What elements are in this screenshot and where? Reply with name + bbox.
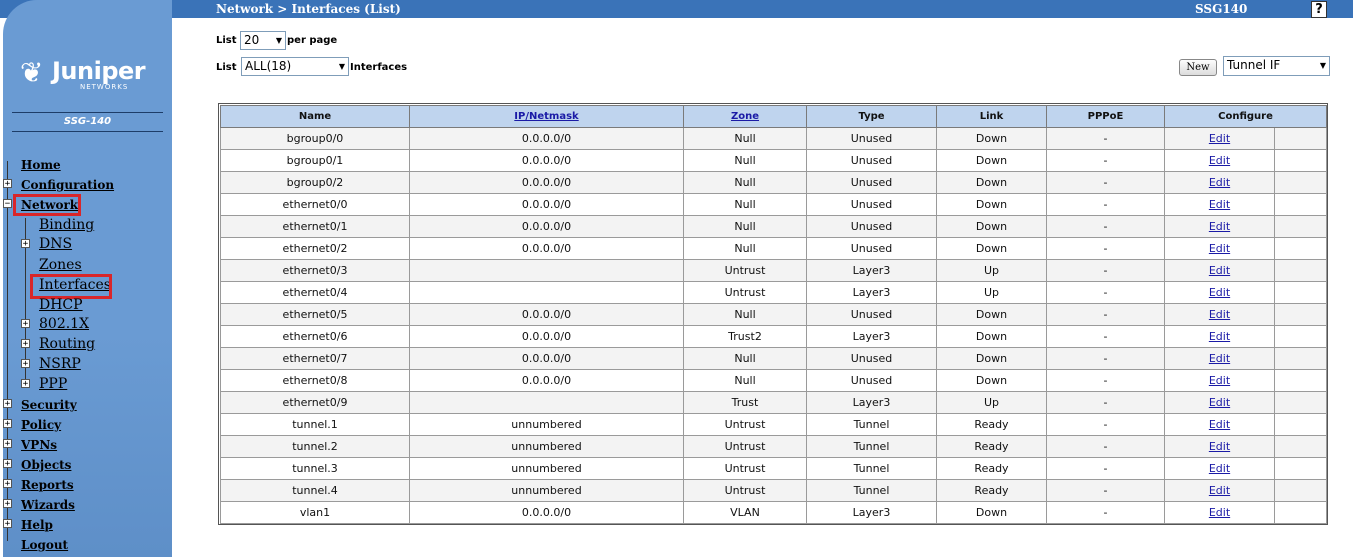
cell-type: Unused [807,348,937,370]
cell-type: Unused [807,128,937,150]
interface-filter-value: ALL(18) [245,59,292,73]
cell-pppoe: - [1047,194,1165,216]
cell-type: Tunnel [807,458,937,480]
edit-link[interactable]: Edit [1208,176,1231,189]
expand-icon[interactable]: + [22,239,29,249]
cell-spacer [1275,304,1327,326]
cell-zone: Null [684,348,807,370]
cell-name: tunnel.1 [221,414,410,436]
table-row [221,260,1327,282]
cell-type: Unused [807,304,937,326]
expand-icon[interactable]: + [22,379,29,389]
cell-type: Layer3 [807,392,937,414]
edit-link[interactable]: Edit [1208,484,1231,497]
cell-ip-netmask [410,260,684,282]
expand-icon[interactable]: + [22,319,29,329]
table-row [221,348,1327,370]
cell-zone: Null [684,194,807,216]
cell-configure [1165,304,1275,326]
nav-help[interactable]: Help [21,518,53,532]
cell-pppoe: - [1047,502,1165,524]
cell-configure [1165,128,1275,150]
cell-name: ethernet0/7 [221,348,410,370]
cell-type: Unused [807,194,937,216]
cell-ip-netmask: 0.0.0.0/0 [410,172,684,194]
cell-spacer [1275,150,1327,172]
cell-ip-netmask: unnumbered [410,458,684,480]
edit-link[interactable]: Edit [1208,132,1231,145]
col-header-pppoe: PPPoE [1047,106,1165,128]
cell-pppoe: - [1047,392,1165,414]
cell-spacer [1275,502,1327,524]
expand-icon[interactable]: + [22,359,29,369]
edit-link[interactable]: Edit [1208,396,1231,409]
interfaces-label: Interfaces [350,62,408,73]
nav-configuration[interactable]: Configuration [21,178,115,192]
cell-pppoe: - [1047,304,1165,326]
edit-link[interactable]: Edit [1208,286,1231,299]
table-row [221,194,1327,216]
table-row [221,326,1327,348]
cell-configure [1165,436,1275,458]
cell-link: Down [937,502,1047,524]
table-row [221,304,1327,326]
cell-configure [1165,458,1275,480]
nav-home[interactable]: Home [21,158,61,172]
cell-configure [1165,216,1275,238]
table-row [221,502,1327,524]
cell-type: Tunnel [807,436,937,458]
dropdown-arrow-icon: ▼ [275,36,282,45]
cell-type: Layer3 [807,282,937,304]
interfaces-highlight-box [30,274,112,299]
col-header-link: Link [937,106,1047,128]
cell-type: Unused [807,370,937,392]
edit-link[interactable]: Edit [1208,418,1231,431]
nav-ppp[interactable]: PPP [39,376,68,392]
per-page-label: per page [287,35,338,46]
cell-pppoe: - [1047,326,1165,348]
cell-configure [1165,502,1275,524]
cell-ip-netmask: 0.0.0.0/0 [410,502,684,524]
logo-text: Juniper [52,57,146,85]
cell-zone: Null [684,216,807,238]
cell-spacer [1275,326,1327,348]
table-row [221,436,1327,458]
juniper-logo [20,56,160,92]
cell-type: Unused [807,238,937,260]
edit-link[interactable]: Edit [1208,374,1231,387]
table-row [221,128,1327,150]
cell-ip-netmask: unnumbered [410,480,684,502]
cell-pppoe: - [1047,260,1165,282]
cell-type: Unused [807,150,937,172]
cell-configure [1165,260,1275,282]
table-row [221,414,1327,436]
device-name: SSG140 [1195,2,1248,16]
sidebar [0,0,172,557]
table-row [221,392,1327,414]
interface-filter-select[interactable] [241,57,349,76]
table-row [221,172,1327,194]
cell-name: ethernet0/5 [221,304,410,326]
cell-spacer [1275,282,1327,304]
header-bar [172,0,1353,18]
nav-objects[interactable]: Objects [21,458,72,472]
cell-link: Down [937,348,1047,370]
cell-name: vlan1 [221,502,410,524]
cell-configure [1165,392,1275,414]
cell-pppoe: - [1047,480,1165,502]
cell-spacer [1275,436,1327,458]
cell-spacer [1275,480,1327,502]
nav-vpns[interactable]: VPNs [21,438,58,452]
cell-pppoe: - [1047,216,1165,238]
nav-zones[interactable]: Zones [39,257,82,273]
cell-zone: Untrust [684,414,807,436]
nav-dns[interactable]: DNS [39,236,73,252]
cell-type: Unused [807,172,937,194]
cell-ip-netmask: 0.0.0.0/0 [410,370,684,392]
cell-configure [1165,326,1275,348]
expand-icon[interactable]: + [4,179,11,189]
expand-icon[interactable]: + [4,399,11,409]
cell-spacer [1275,458,1327,480]
cell-configure [1165,282,1275,304]
cell-spacer [1275,216,1327,238]
cell-name: bgroup0/0 [221,128,410,150]
cell-configure [1165,238,1275,260]
expand-icon[interactable]: + [4,519,11,529]
cell-link: Up [937,392,1047,414]
cell-spacer [1275,370,1327,392]
cell-link: Down [937,304,1047,326]
expand-icon[interactable]: + [4,439,11,449]
cell-configure [1165,348,1275,370]
edit-link[interactable]: Edit [1208,352,1231,365]
cell-ip-netmask: 0.0.0.0/0 [410,194,684,216]
nav-network[interactable]: Network [21,198,79,212]
cell-link: Down [937,238,1047,260]
cell-pppoe: - [1047,458,1165,480]
cell-ip-netmask: 0.0.0.0/0 [410,128,684,150]
cell-configure [1165,150,1275,172]
table-row [221,458,1327,480]
dropdown-arrow-icon: ▼ [1319,61,1326,70]
nav-dhcp[interactable]: DHCP [39,297,83,313]
cell-link: Down [937,172,1047,194]
cell-type: Layer3 [807,502,937,524]
cell-spacer [1275,172,1327,194]
table-row [221,480,1327,502]
cell-ip-netmask: 0.0.0.0/0 [410,216,684,238]
cell-type: Tunnel [807,480,937,502]
edit-link[interactable]: Edit [1208,154,1231,167]
cell-pppoe: - [1047,172,1165,194]
cell-ip-netmask: 0.0.0.0/0 [410,348,684,370]
expand-icon[interactable]: + [4,499,11,509]
cell-ip-netmask [410,282,684,304]
cell-pppoe: - [1047,370,1165,392]
cell-pppoe: - [1047,238,1165,260]
edit-link[interactable]: Edit [1208,506,1231,519]
edit-link[interactable]: Edit [1208,330,1231,343]
cell-configure [1165,414,1275,436]
cell-ip-netmask [410,392,684,414]
nav-interfaces[interactable]: Interfaces [39,277,111,293]
list-label-2: List [216,62,237,73]
cell-zone: Null [684,238,807,260]
table-row [221,150,1327,172]
cell-link: Ready [937,480,1047,502]
cell-type: Unused [807,216,937,238]
col-header-type: Type [807,106,937,128]
cell-configure [1165,480,1275,502]
edit-link[interactable]: Edit [1208,440,1231,453]
cell-link: Ready [937,458,1047,480]
edit-link[interactable]: Edit [1208,308,1231,321]
cell-ip-netmask: 0.0.0.0/0 [410,238,684,260]
per-page-value: 20 [244,33,260,47]
edit-link[interactable]: Edit [1208,220,1231,233]
cell-name: tunnel.3 [221,458,410,480]
cell-pppoe: - [1047,414,1165,436]
collapse-icon[interactable]: − [4,199,11,209]
cell-name: tunnel.2 [221,436,410,458]
expand-icon[interactable]: + [22,339,29,349]
nav-routing[interactable]: Routing [39,336,96,352]
cell-spacer [1275,128,1327,150]
expand-icon[interactable]: + [4,419,11,429]
cell-name: ethernet0/9 [221,392,410,414]
expand-icon[interactable]: + [4,479,11,489]
cell-zone: Null [684,172,807,194]
cell-link: Down [937,326,1047,348]
interfaces-table [220,105,1327,524]
table-row [221,370,1327,392]
edit-link[interactable]: Edit [1208,242,1231,255]
cell-zone: Trust2 [684,326,807,348]
cell-spacer [1275,194,1327,216]
cell-pppoe: - [1047,348,1165,370]
cell-zone: VLAN [684,502,807,524]
help-button[interactable]: ? [1311,1,1327,18]
cell-pppoe: - [1047,436,1165,458]
cell-link: Down [937,128,1047,150]
cell-zone: Untrust [684,458,807,480]
cell-spacer [1275,392,1327,414]
device-label: SSG-140 [12,112,163,132]
cell-link: Down [937,150,1047,172]
breadcrumb: Network > Interfaces (List) [216,2,401,16]
expand-icon[interactable]: + [4,459,11,469]
table-body [221,128,1327,524]
nav-reports[interactable]: Reports [21,478,74,492]
table-header-row [221,106,1327,128]
cell-pppoe: - [1047,150,1165,172]
cell-name: tunnel.4 [221,480,410,502]
cell-name: ethernet0/8 [221,370,410,392]
list-label: List [216,35,237,46]
cell-link: Ready [937,436,1047,458]
interface-type-value: Tunnel IF [1227,58,1281,72]
cell-ip-netmask: 0.0.0.0/0 [410,326,684,348]
cell-zone: Null [684,370,807,392]
cell-spacer [1275,414,1327,436]
cell-name: ethernet0/1 [221,216,410,238]
nav-8021x[interactable]: 802.1X [39,316,90,332]
cell-name: ethernet0/4 [221,282,410,304]
edit-link[interactable]: Edit [1208,462,1231,475]
cell-zone: Null [684,304,807,326]
col-header-zone[interactable] [684,106,807,128]
cell-name: ethernet0/2 [221,238,410,260]
cell-ip-netmask: unnumbered [410,436,684,458]
cell-zone: Null [684,150,807,172]
edit-link[interactable]: Edit [1208,198,1231,211]
network-highlight-box [13,194,81,216]
sort-ip-link[interactable]: IP/Netmask [514,111,579,122]
new-button[interactable]: New [1179,59,1217,76]
juniper-leaf-icon: ❦ [20,56,44,89]
nav-security[interactable]: Security [21,398,77,412]
cell-zone: Untrust [684,436,807,458]
cell-ip-netmask: unnumbered [410,414,684,436]
col-header-configure: Configure [1165,106,1327,128]
sort-zone-link[interactable]: Zone [730,111,760,122]
cell-pppoe: - [1047,282,1165,304]
edit-link[interactable]: Edit [1208,264,1231,277]
cell-zone: Trust [684,392,807,414]
dropdown-arrow-icon: ▼ [338,62,345,71]
cell-name: ethernet0/3 [221,260,410,282]
table-row [221,238,1327,260]
cell-name: ethernet0/0 [221,194,410,216]
cell-configure [1165,370,1275,392]
cell-zone: Untrust [684,480,807,502]
nav-binding[interactable]: Binding [39,217,95,233]
nav-logout[interactable]: Logout [21,538,69,552]
logo-subtext: NETWORKS [80,83,129,91]
cell-zone: Untrust [684,282,807,304]
nav-policy[interactable]: Policy [21,418,62,432]
cell-type: Tunnel [807,414,937,436]
cell-configure [1165,172,1275,194]
cell-pppoe: - [1047,128,1165,150]
cell-link: Down [937,194,1047,216]
cell-ip-netmask: 0.0.0.0/0 [410,150,684,172]
col-header-name: Name [221,106,410,128]
cell-spacer [1275,260,1327,282]
cell-link: Up [937,282,1047,304]
cell-zone: Null [684,128,807,150]
table-row [221,216,1327,238]
cell-configure [1165,194,1275,216]
cell-name: bgroup0/2 [221,172,410,194]
per-page-select[interactable] [240,31,286,50]
nav-wizards[interactable]: Wizards [21,498,75,512]
interface-type-select[interactable] [1223,56,1330,76]
cell-link: Up [937,260,1047,282]
table-row [221,282,1327,304]
cell-spacer [1275,238,1327,260]
cell-spacer [1275,348,1327,370]
cell-type: Layer3 [807,326,937,348]
cell-name: ethernet0/6 [221,326,410,348]
cell-link: Ready [937,414,1047,436]
cell-link: Down [937,370,1047,392]
cell-link: Down [937,216,1047,238]
nav-nsrp[interactable]: NSRP [39,356,81,372]
cell-name: bgroup0/1 [221,150,410,172]
col-header-ip[interactable] [410,106,684,128]
cell-ip-netmask: 0.0.0.0/0 [410,304,684,326]
cell-zone: Untrust [684,260,807,282]
cell-type: Layer3 [807,260,937,282]
